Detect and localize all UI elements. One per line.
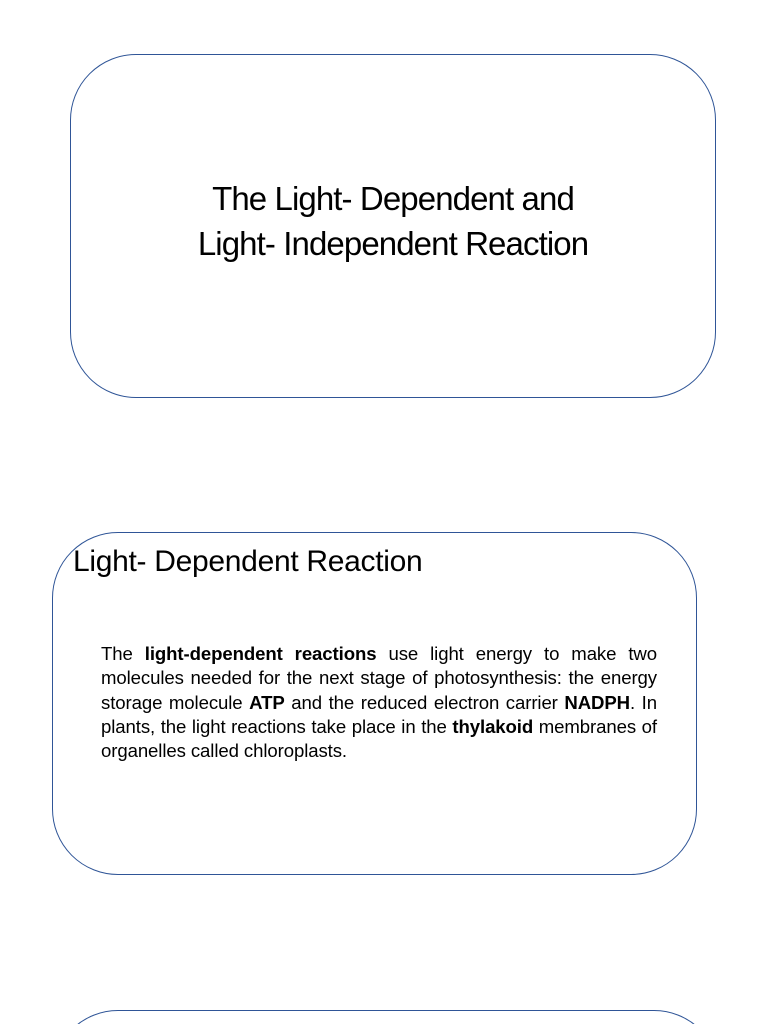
slide-body-paragraph	[101, 642, 657, 763]
slide-title-line-2: Light- Independent Reaction	[197, 225, 589, 262]
term-thylakoid: thylakoid	[452, 715, 534, 737]
title-slide	[70, 54, 716, 398]
slide-title	[198, 176, 588, 266]
slide-title-line-1: The Light- Dependent and	[212, 180, 574, 217]
body-text-4: . In plants, the light reactions take place in the	[101, 691, 657, 737]
next-slide-partial	[52, 1010, 720, 1024]
slide-heading: Light- Dependent Reaction	[73, 545, 423, 578]
term-nadph: NADPH	[564, 691, 631, 713]
body-text-5: membranes of organelles called chloroplasts.	[101, 715, 657, 762]
body-text-2: use light energy to make two molecules needed for the next stage of photosynthesis: the energy storage molecule	[101, 643, 658, 713]
body-text-3: and the reduced electron carrier	[284, 691, 565, 713]
content-slide-light-dependent	[52, 532, 697, 875]
term-light-dependent-reactions: light-dependent reactions	[144, 643, 377, 664]
term-atp: ATP	[249, 691, 285, 713]
body-text-1: The	[101, 643, 145, 664]
